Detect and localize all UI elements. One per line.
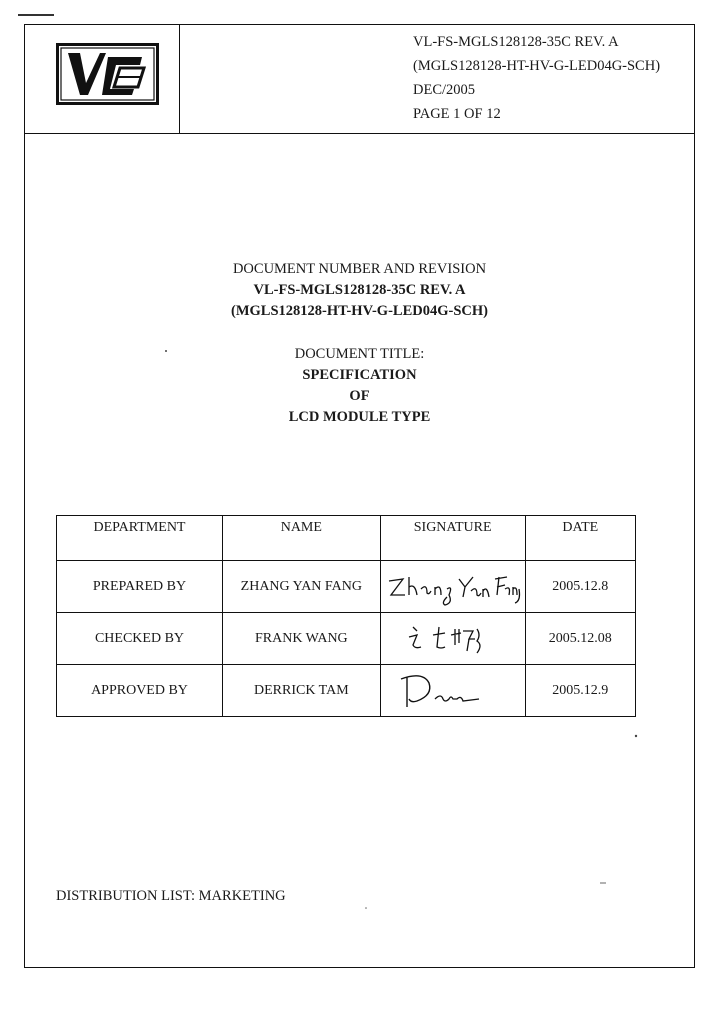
row-department: APPROVED BY <box>57 665 223 717</box>
row-name: FRANK WANG <box>222 613 380 665</box>
table-row <box>57 665 636 717</box>
row-department: CHECKED BY <box>57 613 223 665</box>
document-frame <box>24 24 695 968</box>
header-date: DEC/2005 <box>413 82 476 98</box>
header-row <box>25 25 694 134</box>
row-name: ZHANG YAN FANG <box>222 561 380 613</box>
header-signature: SIGNATURE <box>380 516 525 561</box>
signature-cell <box>380 561 525 613</box>
header-date: DATE <box>525 516 635 561</box>
title-line-1: SPECIFICATION <box>302 367 417 383</box>
title-line-3: LCD MODULE TYPE <box>288 409 431 425</box>
scan-mark <box>18 14 54 16</box>
row-date: 2005.12.9 <box>525 665 635 717</box>
title-line-2: OF <box>349 388 370 404</box>
header-department: DEPARTMENT <box>57 516 223 561</box>
number-heading: DOCUMENT NUMBER AND REVISION <box>232 261 487 277</box>
signature-cell <box>380 665 525 717</box>
row-date: 2005.12.08 <box>525 613 635 665</box>
header-info <box>413 30 660 126</box>
header-page: PAGE 1 OF 12 <box>413 106 501 122</box>
logo-cell <box>25 25 180 133</box>
signature-zhang-icon <box>383 565 523 609</box>
row-department: PREPARED BY <box>57 561 223 613</box>
signature-wang-icon <box>383 617 523 661</box>
header-part-number: (MGLS128128-HT-HV-G-LED04G-SCH) <box>413 58 661 74</box>
distribution-list: DISTRIBUTION LIST: MARKETING <box>56 888 286 904</box>
number-value: VL-FS-MGLS128128-35C REV. A <box>253 282 466 298</box>
row-name: DERRICK TAM <box>222 665 380 717</box>
header-doc-number: VL-FS-MGLS128128-35C REV. A <box>413 34 619 50</box>
table-header-row <box>57 516 636 561</box>
part-value: (MGLS128128-HT-HV-G-LED04G-SCH) <box>231 303 488 319</box>
header-name: NAME <box>222 516 380 561</box>
title-heading: DOCUMENT TITLE: <box>294 346 425 362</box>
table-row <box>57 561 636 613</box>
row-date: 2005.12.8 <box>525 561 635 613</box>
signature-cell <box>380 613 525 665</box>
approval-table <box>56 515 636 717</box>
vl-logo-icon <box>56 43 159 105</box>
title-block <box>25 259 694 428</box>
table-row <box>57 613 636 665</box>
signature-tam-icon <box>383 669 523 713</box>
